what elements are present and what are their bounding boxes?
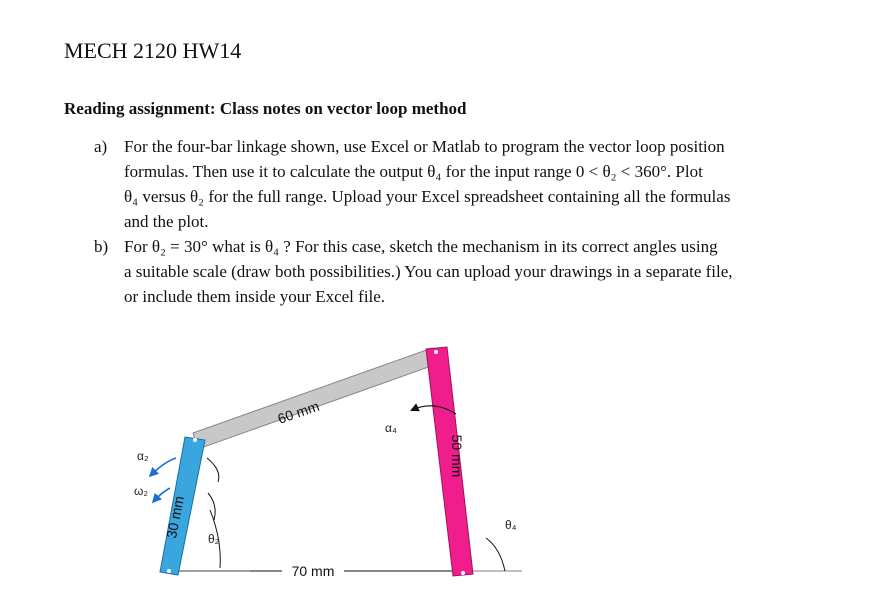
- pin-joint: [461, 571, 465, 575]
- reading-assignment: Reading assignment: Class notes on vector loop method: [64, 99, 467, 118]
- question-line: or include them inside your Excel file.: [124, 287, 386, 306]
- omega2-arc: [208, 493, 215, 520]
- omega2-label: ω₂: [134, 484, 149, 498]
- alpha2-arc: [207, 458, 219, 482]
- ground-length-label: 70 mm: [291, 563, 335, 579]
- output-link: [426, 347, 473, 576]
- pin-joint: [434, 350, 438, 354]
- pin-joint: [167, 569, 171, 573]
- omega2-arrow: [153, 488, 170, 502]
- alpha4-label: α₄: [385, 421, 397, 435]
- question-line: a suitable scale (draw both possibilities.) You can upload your drawings in a separate file,: [124, 262, 733, 281]
- coupler-length-label: 60 mm: [275, 397, 322, 427]
- input-link: [160, 437, 205, 575]
- question-line: θ₄ versus θ₂ for the full range. Upload your Excel spreadsheet containing all the formulas: [124, 187, 731, 206]
- question-line: For θ₂ = 30° what is θ₄ ? For this case, sketch the mechanism in its correct angles using: [124, 237, 718, 256]
- question-line: For the four-bar linkage shown, use Excel or Matlab to program the vector loop position: [124, 137, 725, 156]
- theta4-label: θ₄: [505, 518, 517, 532]
- page-title: MECH 2120 HW14: [64, 38, 242, 63]
- output-link-length-label: 50 mm: [449, 434, 465, 478]
- theta2-label: θ₂: [208, 532, 220, 546]
- question-line: and the plot.: [124, 212, 209, 231]
- question-line: formulas. Then use it to calculate the output θ₄ for the input range 0 < θ₂ < 360°. Plot: [124, 162, 703, 181]
- question-label: b): [94, 237, 109, 256]
- question-label: a): [94, 137, 108, 156]
- coupler-link: [193, 348, 437, 449]
- alpha2-label: α₂: [137, 449, 149, 463]
- theta4-arc: [486, 538, 505, 571]
- input-link-length-label: 30 mm: [163, 494, 188, 540]
- alpha2-arrow: [150, 458, 176, 476]
- pin-joint: [193, 438, 197, 442]
